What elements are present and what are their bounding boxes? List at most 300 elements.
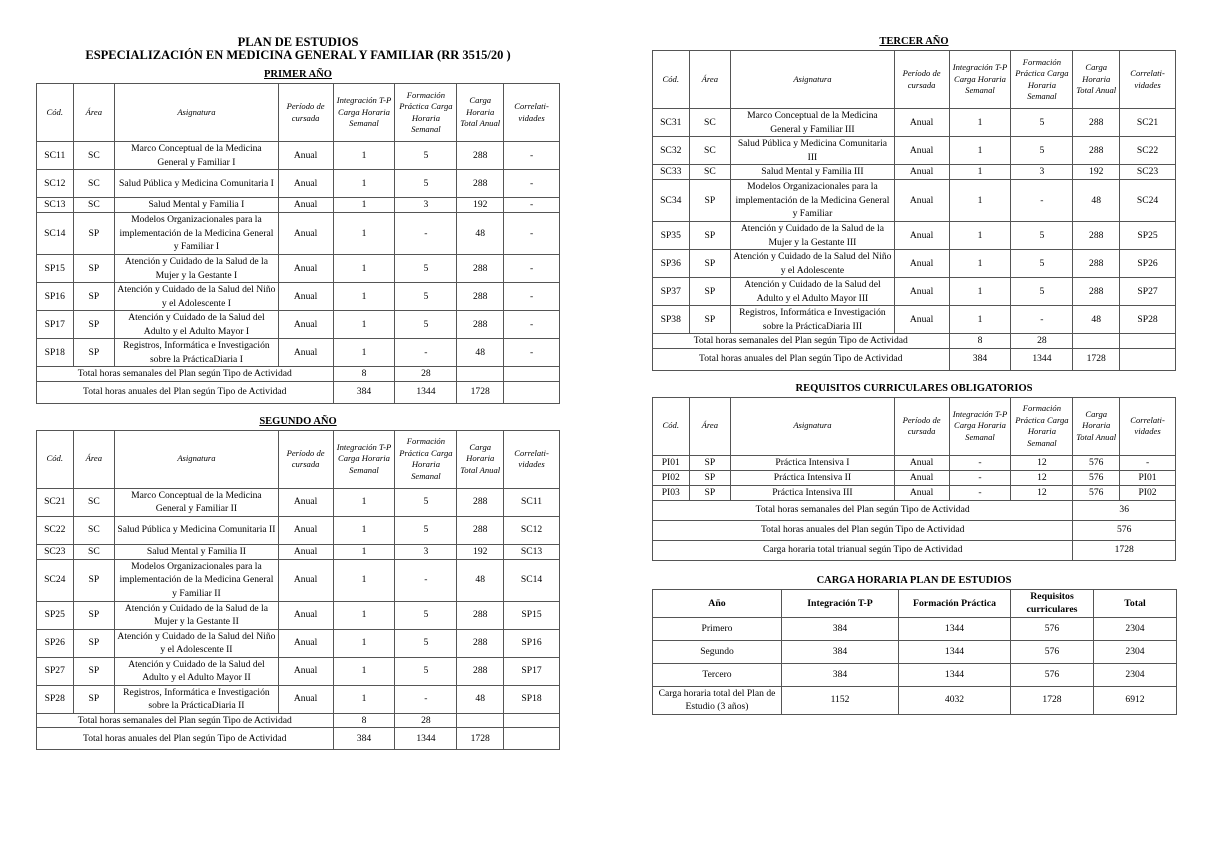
table-cell: 384 [782,663,899,686]
table-row [653,686,1177,714]
table-row [653,109,1176,137]
header-cod: Cód. [653,51,690,109]
cell-area: SC [73,170,115,198]
cell-asignatura: Práctica Intensiva II [731,470,895,485]
header-correlatividades: Correlati-vidades [1120,51,1176,109]
cell-total: 288 [457,170,504,198]
cell-correl: - [504,339,560,367]
table-row [37,685,560,713]
cell-asignatura: Salud Mental y Familia I [115,198,279,213]
header-row [37,430,560,488]
cell-asignatura: Atención y Cuidado de la Salud del Adulto y el Adulto Mayor II [115,657,279,685]
table-cell: Tercero [653,663,782,686]
cell-periodo: Anual [278,339,333,367]
cell-correl: SP17 [504,657,560,685]
header-cell: Requisitos curriculares [1011,589,1094,617]
cell-correl: SC22 [1120,137,1176,165]
cell-asignatura: Salud Mental y Familia II [115,544,279,559]
cell-correl: SP26 [1120,250,1176,278]
cell-total: 288 [457,601,504,629]
cell-asignatura: Salud Pública y Medicina Comunitaria III [731,137,895,165]
cell-asignatura: Atención y Cuidado de la Salud del Niño y el Adolescente II [115,629,279,657]
requisitos-table [652,397,1176,561]
total-anual-total: 1728 [1073,348,1120,370]
cell-integ: - [949,470,1011,485]
cell-cod: SC14 [37,213,74,255]
total-anual-label: Total horas anuales del Plan según Tipo de Actividad [653,348,950,370]
header-asignatura: Asignatura [115,430,279,488]
header-formacion: Formación Práctica Carga Horaria Semanal [395,84,457,142]
cell-asignatura: Salud Pública y Medicina Comunitaria I [115,170,279,198]
cell-integ: 1 [949,278,1011,306]
total-anual-form: 1344 [1011,348,1073,370]
cell-form: 5 [395,601,457,629]
cell-total: 288 [1073,278,1120,306]
cell-area: SP [689,180,731,222]
table-row [37,488,560,516]
table-cell: 1344 [899,640,1011,663]
total-semanal-form: 28 [395,713,457,728]
cell-periodo: Anual [894,165,949,180]
document-title [36,36,560,62]
cell-area: SC [73,142,115,170]
cell-form: 3 [1011,165,1073,180]
cell-form: 5 [395,255,457,283]
cell-cod: SP17 [37,311,74,339]
table-row [653,455,1176,470]
cell-integ: 1 [333,283,395,311]
total-label: Carga horaria total trianual según Tipo de Actividad [653,540,1073,560]
cell-cod: SC31 [653,109,690,137]
cell-correl: SP15 [504,601,560,629]
cell-area: SC [73,488,115,516]
cell-total: 288 [457,516,504,544]
total-anual-empty [504,381,560,403]
cell-area: SP [689,485,731,500]
cell-correl: - [504,142,560,170]
header-cell: Formación Práctica [899,589,1011,617]
total-row [653,540,1176,560]
right-column [652,36,1176,715]
cell-area: SP [689,278,731,306]
table-row [653,222,1176,250]
title-line-1: PLAN DE ESTUDIOS [237,35,359,49]
cell-cod: SC11 [37,142,74,170]
table-row [653,470,1176,485]
cell-form: 5 [395,657,457,685]
total-anual-total: 1728 [457,728,504,750]
cell-integ: 1 [949,306,1011,334]
cell-total: 288 [1073,137,1120,165]
cell-form: 12 [1011,470,1073,485]
cell-periodo: Anual [278,544,333,559]
header-formacion: Formación Práctica Carga Horaria Semanal [1011,397,1073,455]
cell-total: 192 [457,198,504,213]
cell-asignatura: Atención y Cuidado de la Salud de la Mujer y la Gestante II [115,601,279,629]
primer-anio-table [36,83,560,404]
header-carga_total: Carga Horaria Total Anual [1073,51,1120,109]
header-area: Área [73,84,115,142]
cell-periodo: Anual [894,109,949,137]
cell-area: SP [689,455,731,470]
total-anual-row [37,381,560,403]
cell-cod: SC22 [37,516,74,544]
left-column [36,36,560,750]
cell-total: 288 [457,629,504,657]
cell-correl: SP16 [504,629,560,657]
cell-periodo: Anual [278,255,333,283]
total-row [653,520,1176,540]
total-anual-integ: 384 [949,348,1011,370]
cell-correl: SC23 [1120,165,1176,180]
header-row [653,589,1177,617]
cell-correl: SP28 [1120,306,1176,334]
cell-correl: - [504,170,560,198]
header-area: Área [689,51,731,109]
cell-asignatura: Atención y Cuidado de la Salud del Adulto y el Adulto Mayor I [115,311,279,339]
cell-asignatura: Modelos Organizacionales para la implementación de la Medicina General y Familiar I [115,213,279,255]
cell-total: 48 [1073,180,1120,222]
table-row [37,516,560,544]
table-row [653,485,1176,500]
requisitos-title: REQUISITOS CURRICULARES OBLIGATORIOS [795,382,1033,394]
cell-form: 3 [395,198,457,213]
cell-asignatura: Práctica Intensiva III [731,485,895,500]
cell-total: 576 [1073,470,1120,485]
cell-cod: SP18 [37,339,74,367]
total-anual-empty [1120,348,1176,370]
cell-total: 288 [1073,250,1120,278]
header-cell: Año [653,589,782,617]
header-correlatividades: Correlati-vidades [504,84,560,142]
cell-integ: 1 [949,109,1011,137]
total-anual-label: Total horas anuales del Plan según Tipo de Actividad [37,381,334,403]
cell-total: 288 [457,283,504,311]
table-row [37,544,560,559]
cell-integ: 1 [949,180,1011,222]
cell-form: 5 [395,311,457,339]
cell-correl: - [504,198,560,213]
total-label: Total horas semanales del Plan según Tipo de Actividad [653,500,1073,520]
cell-integ: 1 [949,137,1011,165]
cell-correl: SC11 [504,488,560,516]
total-value: 576 [1073,520,1176,540]
cell-integ: 1 [949,250,1011,278]
cell-periodo: Anual [278,685,333,713]
cell-periodo: Anual [278,516,333,544]
cell-correl: SP25 [1120,222,1176,250]
total-semanal-integ: 8 [949,334,1011,349]
cell-asignatura: Modelos Organizacionales para la implementación de la Medicina General y Familiar [731,180,895,222]
cell-periodo: Anual [278,142,333,170]
cell-periodo: Anual [894,306,949,334]
table-row [653,180,1176,222]
total-semanal-form: 28 [395,367,457,382]
cell-area: SP [73,339,115,367]
header-integracion: Integración T-P Carga Horaria Semanal [949,397,1011,455]
cell-form: - [395,685,457,713]
cell-correl: PI02 [1120,485,1176,500]
cell-area: SC [73,198,115,213]
table-row [37,255,560,283]
cell-periodo: Anual [278,559,333,601]
cell-cod: SP35 [653,222,690,250]
cell-area: SP [73,283,115,311]
cell-area: SP [73,629,115,657]
cell-correl: SP27 [1120,278,1176,306]
header-area: Área [689,397,731,455]
cell-cod: PI03 [653,485,690,500]
table-row [37,601,560,629]
cell-asignatura: Atención y Cuidado de la Salud de la Mujer y la Gestante I [115,255,279,283]
header-correlatividades: Correlati-vidades [1120,397,1176,455]
total-semanal-empty [504,367,560,382]
header-periodo: Período de cursada [894,51,949,109]
cell-cod: SP16 [37,283,74,311]
cell-total: 288 [457,657,504,685]
cell-area: SP [689,222,731,250]
cell-integ: 1 [949,165,1011,180]
table-cell: 2304 [1094,617,1177,640]
cell-total: 288 [457,255,504,283]
cell-integ: 1 [333,213,395,255]
table-row [37,170,560,198]
cell-asignatura: Salud Pública y Medicina Comunitaria II [115,516,279,544]
cell-correl: - [504,213,560,255]
total-semanal-label: Total horas semanales del Plan según Tipo de Actividad [37,367,334,382]
cell-integ: 1 [333,170,395,198]
header-periodo: Período de cursada [894,397,949,455]
cell-correl: SC14 [504,559,560,601]
table-cell: 576 [1011,663,1094,686]
cell-periodo: Anual [278,213,333,255]
cell-periodo: Anual [894,222,949,250]
cell-asignatura: Registros, Informática e Investigación sobre la PrácticaDiaria III [731,306,895,334]
cell-total: 48 [457,213,504,255]
header-asignatura: Asignatura [731,51,895,109]
cell-area: SP [689,306,731,334]
cell-integ: 1 [333,559,395,601]
total-anual-total: 1728 [457,381,504,403]
total-semanal-empty [457,713,504,728]
cell-form: 5 [395,142,457,170]
cell-area: SP [73,601,115,629]
cell-total: 192 [1073,165,1120,180]
header-cell: Integración T-P [782,589,899,617]
total-semanal-integ: 8 [333,713,395,728]
cell-cod: SC32 [653,137,690,165]
table-row [653,640,1177,663]
cell-periodo: Anual [894,250,949,278]
total-semanal-row [37,713,560,728]
cell-area: SP [689,470,731,485]
total-anual-row [37,728,560,750]
cell-form: 5 [395,283,457,311]
total-semanal-row [653,334,1176,349]
cell-integ: 1 [333,544,395,559]
cell-cod: SC12 [37,170,74,198]
cell-integ: 1 [333,339,395,367]
cell-periodo: Anual [894,470,949,485]
table-row [37,629,560,657]
cell-correl: PI01 [1120,470,1176,485]
cell-cod: SP28 [37,685,74,713]
cell-area: SP [73,657,115,685]
total-semanal-empty [1120,334,1176,349]
cell-cod: SP15 [37,255,74,283]
cell-cod: SC23 [37,544,74,559]
header-cod: Cód. [37,84,74,142]
cell-total: 192 [457,544,504,559]
total-row [653,500,1176,520]
table-cell: 6912 [1094,686,1177,714]
cell-periodo: Anual [278,601,333,629]
cell-integ: 1 [333,685,395,713]
cell-area: SC [689,137,731,165]
cell-form: - [1011,180,1073,222]
cell-asignatura: Práctica Intensiva I [731,455,895,470]
total-value: 36 [1073,500,1176,520]
table-cell: Carga horaria total del Plan de Estudio (3 años) [653,686,782,714]
table-row [653,137,1176,165]
cell-correl: - [504,311,560,339]
table-row [37,213,560,255]
cell-asignatura: Registros, Informática e Investigación sobre la PrácticaDiaria II [115,685,279,713]
cell-asignatura: Atención y Cuidado de la Salud del Niño y el Adolescente [731,250,895,278]
cell-cod: SP26 [37,629,74,657]
primer-anio-title: PRIMER AÑO [264,69,332,80]
cell-correl: - [504,283,560,311]
cell-asignatura: Registros, Informática e Investigación sobre la PrácticaDiaria I [115,339,279,367]
cell-correl: SC13 [504,544,560,559]
cell-total: 288 [457,311,504,339]
cell-integ: 1 [333,198,395,213]
cell-form: 5 [1011,278,1073,306]
cell-form: 12 [1011,485,1073,500]
cell-cod: SP36 [653,250,690,278]
cell-correl: - [504,255,560,283]
cell-asignatura: Modelos Organizacionales para la implementación de la Medicina General y Familiar II [115,559,279,601]
table-row [37,657,560,685]
cell-integ: 1 [333,601,395,629]
cell-cod: SP37 [653,278,690,306]
cell-integ: 1 [333,311,395,339]
cell-form: 3 [395,544,457,559]
header-row [37,84,560,142]
cell-area: SP [73,559,115,601]
cell-form: 5 [1011,137,1073,165]
cell-integ: 1 [333,516,395,544]
cell-form: 12 [1011,455,1073,470]
cell-periodo: Anual [894,278,949,306]
cell-form: 5 [395,629,457,657]
table-row [653,250,1176,278]
cell-form: 5 [1011,222,1073,250]
table-cell: 1728 [1011,686,1094,714]
total-semanal-label: Total horas semanales del Plan según Tipo de Actividad [37,713,334,728]
table-cell: 1344 [899,663,1011,686]
table-cell: 2304 [1094,663,1177,686]
cell-total: 48 [457,685,504,713]
header-correlatividades: Correlati-vidades [504,430,560,488]
total-value: 1728 [1073,540,1176,560]
header-asignatura: Asignatura [731,397,895,455]
cell-periodo: Anual [894,455,949,470]
cell-area: SC [689,109,731,137]
cell-cod: SP38 [653,306,690,334]
total-semanal-empty [504,713,560,728]
cell-cod: SC13 [37,198,74,213]
cell-integ: 1 [333,255,395,283]
cell-total: 288 [1073,109,1120,137]
cell-periodo: Anual [894,485,949,500]
header-cod: Cód. [653,397,690,455]
header-cod: Cód. [37,430,74,488]
cell-periodo: Anual [278,283,333,311]
tercer-anio-table [652,50,1176,371]
cell-correl: SC21 [1120,109,1176,137]
table-row [653,663,1177,686]
cell-area: SP [689,250,731,278]
header-carga_total: Carga Horaria Total Anual [457,84,504,142]
total-anual-form: 1344 [395,381,457,403]
cell-asignatura: Salud Mental y Familia III [731,165,895,180]
cell-area: SP [73,213,115,255]
cell-total: 48 [457,339,504,367]
cell-cod: PI01 [653,455,690,470]
cell-integ: 1 [949,222,1011,250]
cell-form: - [395,339,457,367]
cell-total: 48 [1073,306,1120,334]
header-area: Área [73,430,115,488]
total-semanal-empty [1073,334,1120,349]
cell-integ: 1 [333,142,395,170]
table-cell: Segundo [653,640,782,663]
table-cell: 384 [782,640,899,663]
table-row [37,198,560,213]
cell-form: 5 [395,170,457,198]
total-anual-integ: 384 [333,728,395,750]
header-cell: Total [1094,589,1177,617]
cell-asignatura: Atención y Cuidado de la Salud del Adulto y el Adulto Mayor III [731,278,895,306]
carga-horaria-title: CARGA HORARIA PLAN DE ESTUDIOS [816,574,1012,586]
total-semanal-form: 28 [1011,334,1073,349]
total-semanal-row [37,367,560,382]
total-anual-integ: 384 [333,381,395,403]
cell-asignatura: Atención y Cuidado de la Salud del Niño y el Adolescente I [115,283,279,311]
header-asignatura: Asignatura [115,84,279,142]
segundo-anio-title: SEGUNDO AÑO [259,415,337,427]
cell-periodo: Anual [278,657,333,685]
cell-asignatura: Atención y Cuidado de la Salud de la Mujer y la Gestante III [731,222,895,250]
table-row [37,283,560,311]
cell-periodo: Anual [278,311,333,339]
tercer-anio-title: TERCER AÑO [879,36,949,47]
header-periodo: Período de cursada [278,84,333,142]
cell-form: 5 [1011,109,1073,137]
cell-form: - [1011,306,1073,334]
carga-horaria-table [652,589,1177,715]
cell-cod: PI02 [653,470,690,485]
cell-cod: SP27 [37,657,74,685]
cell-total: 576 [1073,485,1120,500]
cell-cod: SC34 [653,180,690,222]
table-cell: 4032 [899,686,1011,714]
cell-asignatura: Marco Conceptual de la Medicina General y Familiar I [115,142,279,170]
total-anual-empty [504,728,560,750]
cell-form: 5 [395,516,457,544]
header-row [653,397,1176,455]
